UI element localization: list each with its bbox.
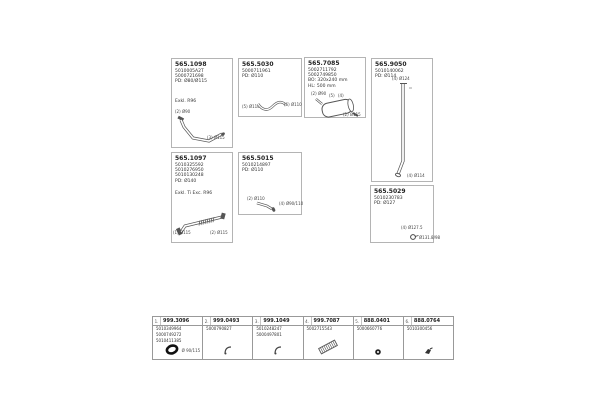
oe-number: 5000790827 bbox=[206, 326, 232, 331]
part-panel-565-5015 bbox=[238, 152, 302, 215]
pipe-dimension: PD: Ø114 bbox=[375, 74, 397, 80]
part-panel-565-7085 bbox=[304, 57, 366, 118]
part-number: 565.7085 bbox=[308, 60, 340, 67]
clamp-icon bbox=[222, 344, 234, 356]
accessory-part-number: 999.1049 bbox=[263, 318, 290, 324]
part-number: 565.5029 bbox=[374, 188, 406, 195]
accessory-cell-999-7087 bbox=[303, 317, 353, 359]
length-dimension: HL: 500 mm bbox=[308, 83, 336, 89]
accessory-header bbox=[253, 317, 302, 326]
accessory-header bbox=[153, 317, 202, 326]
accessory-cell-888-0401 bbox=[353, 317, 403, 359]
diameter-annotation: (2) Ø110 bbox=[247, 196, 265, 201]
diameter-annotation: (4) Ø114 bbox=[407, 173, 425, 178]
diameter-annotation: (6) Ø110 bbox=[284, 102, 302, 107]
stack-pipe-drawing bbox=[372, 81, 434, 180]
accessory-index: 3. bbox=[253, 317, 261, 325]
diameter-annotation: (2) Ø115 bbox=[343, 112, 361, 117]
oe-number: 5002749850 bbox=[308, 73, 337, 79]
part-panel-565-1098 bbox=[171, 58, 233, 148]
diameter-annotation: (4) Ø90/110 bbox=[279, 201, 304, 206]
accessory-cell-999-3096 bbox=[152, 317, 202, 359]
oe-number: 5000711961 bbox=[242, 69, 271, 74]
accessory-part-number: 999.7087 bbox=[313, 318, 340, 324]
part-number: 565.5030 bbox=[242, 61, 274, 68]
part-number: 565.9050 bbox=[375, 61, 407, 68]
oe-number: 5010411385 bbox=[156, 337, 182, 343]
diameter-annotation: (2) Ø115 bbox=[210, 230, 228, 235]
fitment-note: Exkl. Ti Exc. R96 bbox=[175, 191, 213, 196]
pipe-dimension: PD: Ø110 bbox=[242, 168, 264, 174]
accessory-index: 1. bbox=[153, 317, 161, 325]
oe-number: 5000660776 bbox=[356, 326, 383, 331]
clamp-bolt-icon bbox=[422, 346, 434, 356]
port-annotation: (4) bbox=[338, 93, 344, 98]
accessory-part-number: 888.0401 bbox=[363, 318, 390, 324]
accessory-header bbox=[203, 317, 252, 326]
oe-number: 5000749272 bbox=[156, 331, 182, 337]
accessory-index: 4. bbox=[304, 317, 312, 325]
gasket-ring-icon bbox=[164, 343, 180, 356]
oe-number: 5000497801 bbox=[256, 331, 282, 337]
part-panel-565-5030 bbox=[238, 58, 302, 117]
pipe-dimension: PD: Ø80/Ø115 bbox=[175, 79, 208, 85]
oe-number: 5010349964 bbox=[156, 326, 182, 331]
accessory-header bbox=[404, 317, 453, 326]
part-panel-565-1097 bbox=[171, 152, 233, 243]
oe-number: 5002715543 bbox=[306, 326, 332, 331]
fitment-note: Exkl. R96 bbox=[175, 99, 197, 104]
oe-number: 5010248247 bbox=[256, 326, 282, 331]
body-dimension: BO: 320x240 mm bbox=[308, 78, 348, 84]
part-panel-565-5029 bbox=[370, 185, 441, 243]
accessory-index: 2. bbox=[203, 317, 211, 325]
part-number: 565.1098 bbox=[175, 61, 207, 68]
oe-number: 5010300456 bbox=[406, 326, 433, 331]
accessory-cell-999-0493 bbox=[202, 317, 252, 359]
exhaust-pipe-drawing bbox=[172, 115, 234, 148]
pipe-dimension: PD: Ø140 bbox=[175, 178, 197, 184]
oe-number: 5010230783 bbox=[374, 196, 403, 201]
diameter-annotation: (4) Ø124 bbox=[392, 76, 410, 81]
diameter-annotation: (1) Ø115 bbox=[173, 230, 191, 235]
accessory-part-number: 888.0764 bbox=[413, 318, 441, 324]
elbow-pipe-drawing bbox=[253, 199, 279, 213]
part-panel-565-9050 bbox=[371, 58, 433, 182]
diameter-annotation: (3) Ø115 bbox=[207, 135, 225, 140]
diameter-annotation: (2) Ø90 bbox=[311, 91, 327, 96]
gasket-dimension: Ø 90/115 bbox=[181, 348, 201, 353]
diameter-annotation: (5) Ø110 bbox=[242, 104, 260, 109]
accessory-cell-888-0764 bbox=[403, 317, 454, 359]
accessory-header bbox=[304, 317, 353, 326]
nut-icon bbox=[374, 348, 382, 356]
oe-number: 5010276950 bbox=[175, 168, 204, 174]
flex-pipe-icon bbox=[316, 338, 340, 356]
accessory-index: 5. bbox=[354, 317, 362, 325]
oe-number: 5010130248 bbox=[175, 173, 204, 179]
oe-number: 5010325592 bbox=[175, 163, 204, 168]
pipe-dimension: PD: Ø110 bbox=[242, 74, 264, 80]
accessory-index: 6. bbox=[404, 317, 412, 325]
pipe-dimension: PD: Ø127 bbox=[374, 201, 396, 207]
oe-number: 5002711792 bbox=[308, 68, 337, 73]
part-number: 565.1097 bbox=[175, 155, 207, 162]
diameter-annotation: (2) Ø90 bbox=[175, 109, 191, 114]
oe-number: 5010214897 bbox=[242, 163, 271, 168]
accessory-part-number: 999.0493 bbox=[213, 318, 240, 324]
port-annotation: (5) bbox=[329, 93, 335, 98]
accessory-cell-999-1049 bbox=[252, 317, 302, 359]
oe-number: 5010140062 bbox=[375, 69, 404, 74]
accessory-part-number: 999.3096 bbox=[163, 318, 190, 324]
clamp-icon bbox=[272, 344, 284, 356]
oe-number: 5010005A2T bbox=[175, 69, 204, 74]
oe-number: 5000721698 bbox=[175, 74, 204, 80]
diameter-annotation: Ø131.8/98 bbox=[419, 235, 441, 240]
accessories-table bbox=[152, 316, 454, 360]
part-number: 565.5015 bbox=[242, 155, 274, 162]
accessory-header bbox=[354, 317, 403, 326]
diameter-annotation: (4) Ø127.5 bbox=[401, 225, 423, 230]
